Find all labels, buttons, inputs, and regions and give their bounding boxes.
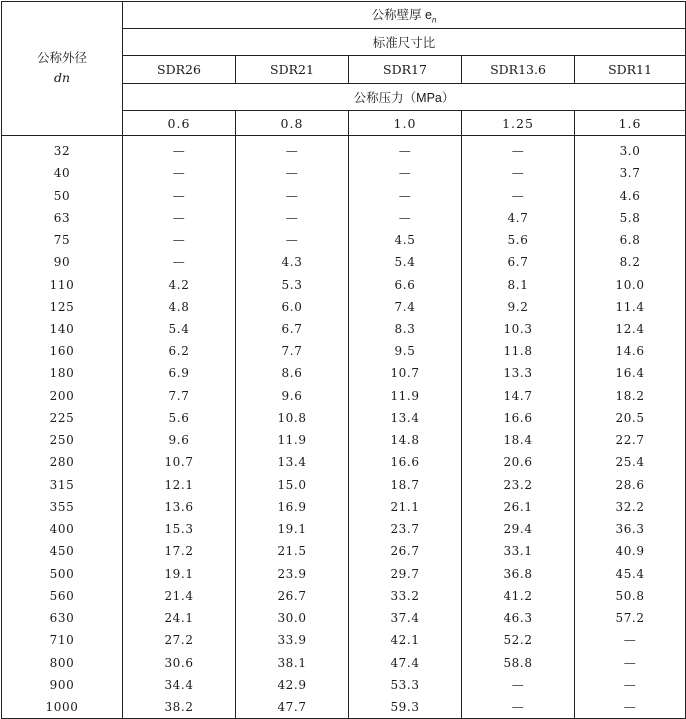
thickness-cell: 10.8: [236, 407, 349, 429]
thickness-cell: 15.0: [236, 474, 349, 496]
thickness-cell: 10.0: [575, 273, 686, 295]
dn-cell: 900: [2, 674, 123, 696]
thickness-cell: 9.6: [123, 429, 236, 451]
pressure-header-cell: 0.6: [123, 111, 236, 136]
wall-thickness-header: [123, 2, 686, 29]
thickness-cell: 42.1: [349, 629, 462, 651]
table-row: [2, 385, 686, 407]
dn-cell: 355: [2, 496, 123, 518]
thickness-cell: 15.3: [123, 518, 236, 540]
dn-column-header: [2, 2, 123, 136]
pressure-header-cell: 1.0: [349, 111, 462, 136]
thickness-cell: —: [462, 184, 575, 206]
thickness-cell: —: [575, 696, 686, 719]
thickness-cell: 9.6: [236, 385, 349, 407]
thickness-cell: 18.7: [349, 474, 462, 496]
thickness-cell: 58.8: [462, 651, 575, 673]
thickness-cell: 26.1: [462, 496, 575, 518]
dn-cell: 280: [2, 451, 123, 473]
thickness-cell: 21.4: [123, 585, 236, 607]
thickness-cell: 8.6: [236, 362, 349, 384]
table-row: [2, 162, 686, 184]
thickness-cell: 4.6: [575, 184, 686, 206]
thickness-cell: 11.4: [575, 296, 686, 318]
thickness-cell: 10.3: [462, 318, 575, 340]
thickness-cell: 16.9: [236, 496, 349, 518]
thickness-cell: 45.4: [575, 562, 686, 584]
thickness-cell: —: [236, 136, 349, 163]
thickness-cell: 12.1: [123, 474, 236, 496]
thickness-cell: 30.6: [123, 651, 236, 673]
thickness-cell: 16.4: [575, 362, 686, 384]
table-row: [2, 562, 686, 584]
thickness-cell: 37.4: [349, 607, 462, 629]
thickness-cell: 33.2: [349, 585, 462, 607]
dn-cell: 1000: [2, 696, 123, 719]
thickness-cell: 6.7: [462, 251, 575, 273]
table-row: [2, 651, 686, 673]
table-row: [2, 251, 686, 273]
wall-thickness-table: [1, 1, 686, 719]
thickness-cell: 30.0: [236, 607, 349, 629]
thickness-cell: 4.5: [349, 229, 462, 251]
thickness-cell: 26.7: [236, 585, 349, 607]
thickness-cell: 33.1: [462, 540, 575, 562]
dn-label: 公称外径: [36, 51, 87, 65]
thickness-cell: 11.9: [349, 385, 462, 407]
thickness-cell: 8.1: [462, 273, 575, 295]
dn-cell: 180: [2, 362, 123, 384]
thickness-cell: 7.4: [349, 296, 462, 318]
table-row: [2, 585, 686, 607]
thickness-cell: —: [123, 229, 236, 251]
thickness-cell: 4.7: [462, 207, 575, 229]
table-row: [2, 136, 686, 163]
dn-cell: 32: [2, 136, 123, 163]
thickness-cell: 27.2: [123, 629, 236, 651]
thickness-cell: 13.4: [236, 451, 349, 473]
table-row: [2, 340, 686, 362]
thickness-cell: 6.7: [236, 318, 349, 340]
pressure-header-cell: 0.8: [236, 111, 349, 136]
thickness-cell: 16.6: [462, 407, 575, 429]
thickness-cell: 13.3: [462, 362, 575, 384]
thickness-cell: 47.7: [236, 696, 349, 719]
thickness-cell: 12.4: [575, 318, 686, 340]
thickness-cell: 40.9: [575, 540, 686, 562]
thickness-cell: 14.6: [575, 340, 686, 362]
table-row: [2, 451, 686, 473]
thickness-cell: —: [575, 674, 686, 696]
thickness-cell: 23.2: [462, 474, 575, 496]
thickness-cell: 17.2: [123, 540, 236, 562]
dn-cell: 200: [2, 385, 123, 407]
dn-cell: 75: [2, 229, 123, 251]
thickness-cell: 28.6: [575, 474, 686, 496]
thickness-cell: 52.2: [462, 629, 575, 651]
thickness-cell: 36.3: [575, 518, 686, 540]
thickness-cell: 13.6: [123, 496, 236, 518]
thickness-cell: 5.6: [123, 407, 236, 429]
thickness-cell: 18.2: [575, 385, 686, 407]
thickness-cell: 29.7: [349, 562, 462, 584]
pressure-group-header: 公称压力（MPa）: [123, 84, 686, 111]
thickness-cell: 13.4: [349, 407, 462, 429]
dn-cell: 225: [2, 407, 123, 429]
dn-cell: 160: [2, 340, 123, 362]
thickness-cell: —: [123, 162, 236, 184]
thickness-cell: —: [462, 696, 575, 719]
table-row: [2, 273, 686, 295]
thickness-cell: 38.2: [123, 696, 236, 719]
dn-cell: 400: [2, 518, 123, 540]
thickness-cell: —: [349, 184, 462, 206]
table-row: [2, 474, 686, 496]
table-row: [2, 296, 686, 318]
thickness-cell: 50.8: [575, 585, 686, 607]
thickness-cell: 5.3: [236, 273, 349, 295]
thickness-cell: 6.8: [575, 229, 686, 251]
thickness-cell: —: [123, 184, 236, 206]
thickness-cell: 8.2: [575, 251, 686, 273]
thickness-cell: 21.1: [349, 496, 462, 518]
thickness-cell: 6.6: [349, 273, 462, 295]
table-row: [2, 540, 686, 562]
sdr-header-cell: SDR21: [236, 56, 349, 84]
thickness-cell: —: [236, 162, 349, 184]
thickness-cell: 42.9: [236, 674, 349, 696]
thickness-cell: 36.8: [462, 562, 575, 584]
dn-cell: 40: [2, 162, 123, 184]
thickness-cell: 22.7: [575, 429, 686, 451]
thickness-cell: 4.3: [236, 251, 349, 273]
thickness-cell: 7.7: [236, 340, 349, 362]
thickness-cell: —: [575, 629, 686, 651]
thickness-cell: 4.8: [123, 296, 236, 318]
thickness-cell: 11.8: [462, 340, 575, 362]
table-row: [2, 229, 686, 251]
thickness-cell: 20.6: [462, 451, 575, 473]
table-row: [2, 496, 686, 518]
dn-cell: 710: [2, 629, 123, 651]
table-row: [2, 607, 686, 629]
dn-cell: 250: [2, 429, 123, 451]
thickness-cell: 24.1: [123, 607, 236, 629]
thickness-cell: 16.6: [349, 451, 462, 473]
thickness-cell: —: [349, 162, 462, 184]
thickness-cell: —: [236, 207, 349, 229]
thickness-cell: 5.6: [462, 229, 575, 251]
thickness-cell: 23.9: [236, 562, 349, 584]
thickness-cell: —: [462, 674, 575, 696]
thickness-cell: 6.0: [236, 296, 349, 318]
sdr-header-cell: SDR13.6: [462, 56, 575, 84]
thickness-cell: —: [349, 207, 462, 229]
thickness-cell: 9.5: [349, 340, 462, 362]
table-row: [2, 362, 686, 384]
thickness-cell: 8.3: [349, 318, 462, 340]
thickness-cell: 3.0: [575, 136, 686, 163]
dn-cell: 315: [2, 474, 123, 496]
thickness-cell: 6.2: [123, 340, 236, 362]
thickness-cell: 47.4: [349, 651, 462, 673]
dn-cell: 110: [2, 273, 123, 295]
pressure-header-cell: 1.6: [575, 111, 686, 136]
table-row: [2, 407, 686, 429]
thickness-cell: 38.1: [236, 651, 349, 673]
sdr-group-header: 标准尺寸比: [123, 29, 686, 56]
thickness-cell: 25.4: [575, 451, 686, 473]
thickness-cell: 4.2: [123, 273, 236, 295]
thickness-cell: 3.7: [575, 162, 686, 184]
sdr-header-cell: SDR11: [575, 56, 686, 84]
thickness-cell: 26.7: [349, 540, 462, 562]
thickness-cell: —: [123, 251, 236, 273]
thickness-cell: 20.5: [575, 407, 686, 429]
thickness-cell: 9.2: [462, 296, 575, 318]
thickness-cell: —: [123, 207, 236, 229]
dn-cell: 63: [2, 207, 123, 229]
dn-cell: 90: [2, 251, 123, 273]
thickness-cell: 59.3: [349, 696, 462, 719]
thickness-cell: —: [575, 651, 686, 673]
thickness-cell: 34.4: [123, 674, 236, 696]
thickness-cell: 10.7: [123, 451, 236, 473]
wall-thickness-subscript: n: [432, 15, 437, 25]
table-row: [2, 696, 686, 719]
thickness-cell: 14.8: [349, 429, 462, 451]
table-row: [2, 429, 686, 451]
table-row: [2, 318, 686, 340]
thickness-cell: 6.9: [123, 362, 236, 384]
thickness-cell: —: [462, 162, 575, 184]
thickness-cell: 53.3: [349, 674, 462, 696]
dn-cell: 140: [2, 318, 123, 340]
table-row: [2, 629, 686, 651]
thickness-cell: 18.4: [462, 429, 575, 451]
dn-cell: 450: [2, 540, 123, 562]
thickness-cell: 10.7: [349, 362, 462, 384]
thickness-cell: 57.2: [575, 607, 686, 629]
thickness-cell: 14.7: [462, 385, 575, 407]
dn-cell: 630: [2, 607, 123, 629]
thickness-cell: 5.4: [123, 318, 236, 340]
dn-cell: 800: [2, 651, 123, 673]
thickness-cell: 5.4: [349, 251, 462, 273]
thickness-cell: 19.1: [123, 562, 236, 584]
dn-cell: 500: [2, 562, 123, 584]
thickness-cell: —: [123, 136, 236, 163]
thickness-cell: 21.5: [236, 540, 349, 562]
thickness-cell: 33.9: [236, 629, 349, 651]
thickness-cell: 29.4: [462, 518, 575, 540]
thickness-cell: —: [236, 184, 349, 206]
sdr-header-cell: SDR17: [349, 56, 462, 84]
thickness-cell: 19.1: [236, 518, 349, 540]
sdr-header-cell: SDR26: [123, 56, 236, 84]
dn-cell: 125: [2, 296, 123, 318]
table-row: [2, 207, 686, 229]
wall-thickness-title: 公称壁厚 e: [371, 8, 432, 23]
thickness-cell: —: [349, 136, 462, 163]
thickness-cell: 5.8: [575, 207, 686, 229]
thickness-cell: 7.7: [123, 385, 236, 407]
thickness-cell: —: [462, 136, 575, 163]
table-row: [2, 518, 686, 540]
table-row: [2, 184, 686, 206]
dn-cell: 50: [2, 184, 123, 206]
thickness-cell: 41.2: [462, 585, 575, 607]
thickness-cell: —: [236, 229, 349, 251]
dn-symbol: dn: [53, 70, 71, 85]
table-row: [2, 674, 686, 696]
pressure-header-cell: 1.25: [462, 111, 575, 136]
dn-cell: 560: [2, 585, 123, 607]
thickness-cell: 23.7: [349, 518, 462, 540]
thickness-cell: 46.3: [462, 607, 575, 629]
thickness-cell: 32.2: [575, 496, 686, 518]
thickness-cell: 11.9: [236, 429, 349, 451]
